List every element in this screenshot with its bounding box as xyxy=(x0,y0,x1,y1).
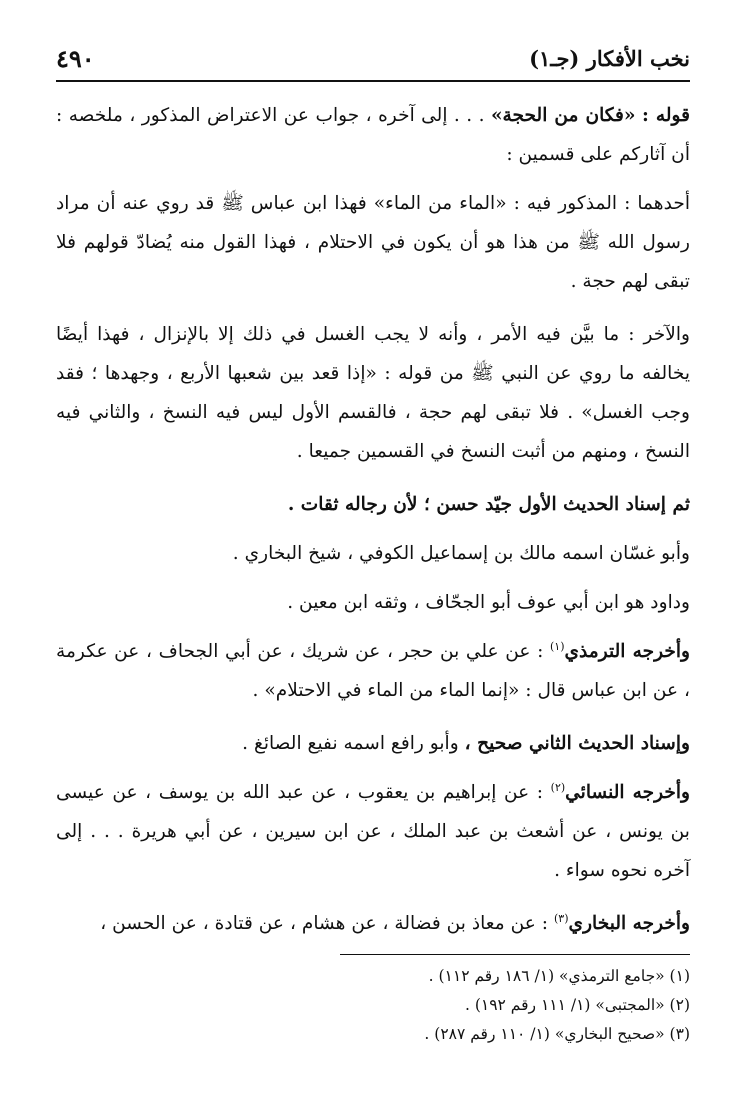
footnotes xyxy=(56,962,690,1049)
paragraph-2: أحدهما : المذكور فيه : «الماء من الماء» فهذا ابن عباس ﷺ قد روي عنه أن مراد رسول الله ﷺ من هذا هو أن يكون في الاحتلام ، فهذا القول منه يُضادّ قولهم فلا تبقى لهم حجة . xyxy=(56,193,690,292)
paragraph-7-text: : عن علي بن حجر ، عن شريك ، عن أبي الجحاف ، عن عكرمة ، عن ابن عباس قال : «إنما الماء من الماء في الاحتلام» . xyxy=(56,641,690,701)
paragraph-1 xyxy=(56,96,690,174)
paragraph-7 xyxy=(56,632,690,710)
paragraph-9-text: : عن إبراهيم بن يعقوب ، عن عبد الله بن يوسف ، عن عيسى بن يونس ، عن أشعث بن عبد الملك ، عن ابن سيرين ، عن أبي هريرة . . . إلى آخره نحوه سواء . xyxy=(56,782,690,881)
footnote-divider xyxy=(340,954,690,955)
footnote-ref-1: (١) xyxy=(549,639,565,653)
paragraph-9-lead: وأخرجه النسائي xyxy=(565,782,691,803)
footnote-ref-3: (٣) xyxy=(554,911,569,925)
paragraph-1-lead: قوله : xyxy=(642,105,690,126)
paragraph-1-text: . . . إلى آخره ، جواب عن الاعتراض المذكور ، ملخصه : أن آثاركم على قسمين : xyxy=(56,105,690,165)
paragraph-3: والآخر : ما بيَّن فيه الأمر ، وأنه لا يجب الغسل في ذلك إلا بالإنزال ، فهذا أيضًا يخالفه ما روي عن النبي ﷺ من قوله : «إذا قعد بين شعبها الأربع ، وجهدها ؛ فقد وجب الغسل» . فلا تبقى لهم حجة ، فالقسم الأول ليس فيه النسخ ، والثاني فيه النسخ ، ومنهم من أثبت النسخ في القسمين جميعا . xyxy=(56,324,691,462)
paragraph-10-text: : عن معاذ بن فضالة ، عن هشام ، عن قتادة ، عن الحسن ، xyxy=(100,913,549,934)
paragraph-8-text: وأبو رافع اسمه نفيع الصائغ . xyxy=(242,733,459,754)
page-number: ٤٩٠ xyxy=(56,44,95,73)
footnote-3: (٣) «صحيح البخاري» (١/ ١١٠ رقم ٢٨٧) . xyxy=(424,1025,690,1043)
footnote-2: (٢) «المجتبى» (١/ ١١١ رقم ١٩٢) . xyxy=(464,996,690,1014)
paragraph-10-lead: وأخرجه البخاري xyxy=(568,913,690,934)
main-text xyxy=(56,96,690,957)
paragraph-8-lead: وإسناد الحديث الثاني صحيح ، xyxy=(464,733,690,754)
paragraph-1-quote: «فكان من الحجة» xyxy=(490,105,636,126)
paragraph-7-lead: وأخرجه الترمذي xyxy=(564,641,690,662)
paragraph-10 xyxy=(56,904,690,943)
paragraph-5: وأبو غسّان اسمه مالك بن إسماعيل الكوفي ، شيخ البخاري . xyxy=(232,543,690,564)
running-title: نخب الأفكار (جـ١) xyxy=(529,46,690,71)
paragraph-4: ثم إسناد الحديث الأول جيّد حسن ؛ لأن رجاله ثقات . xyxy=(287,494,690,515)
paragraph-6: وداود هو ابن أبي عوف أبو الجحّاف ، وثقه ابن معين . xyxy=(287,592,690,613)
footnote-1: (١) «جامع الترمذي» (١/ ١٨٦ رقم ١١٢) . xyxy=(428,967,690,985)
footnote-ref-2: (٢) xyxy=(550,780,566,794)
paragraph-9 xyxy=(56,773,690,890)
page-header xyxy=(56,42,690,78)
paragraph-8 xyxy=(56,724,690,763)
header-divider xyxy=(56,80,690,82)
